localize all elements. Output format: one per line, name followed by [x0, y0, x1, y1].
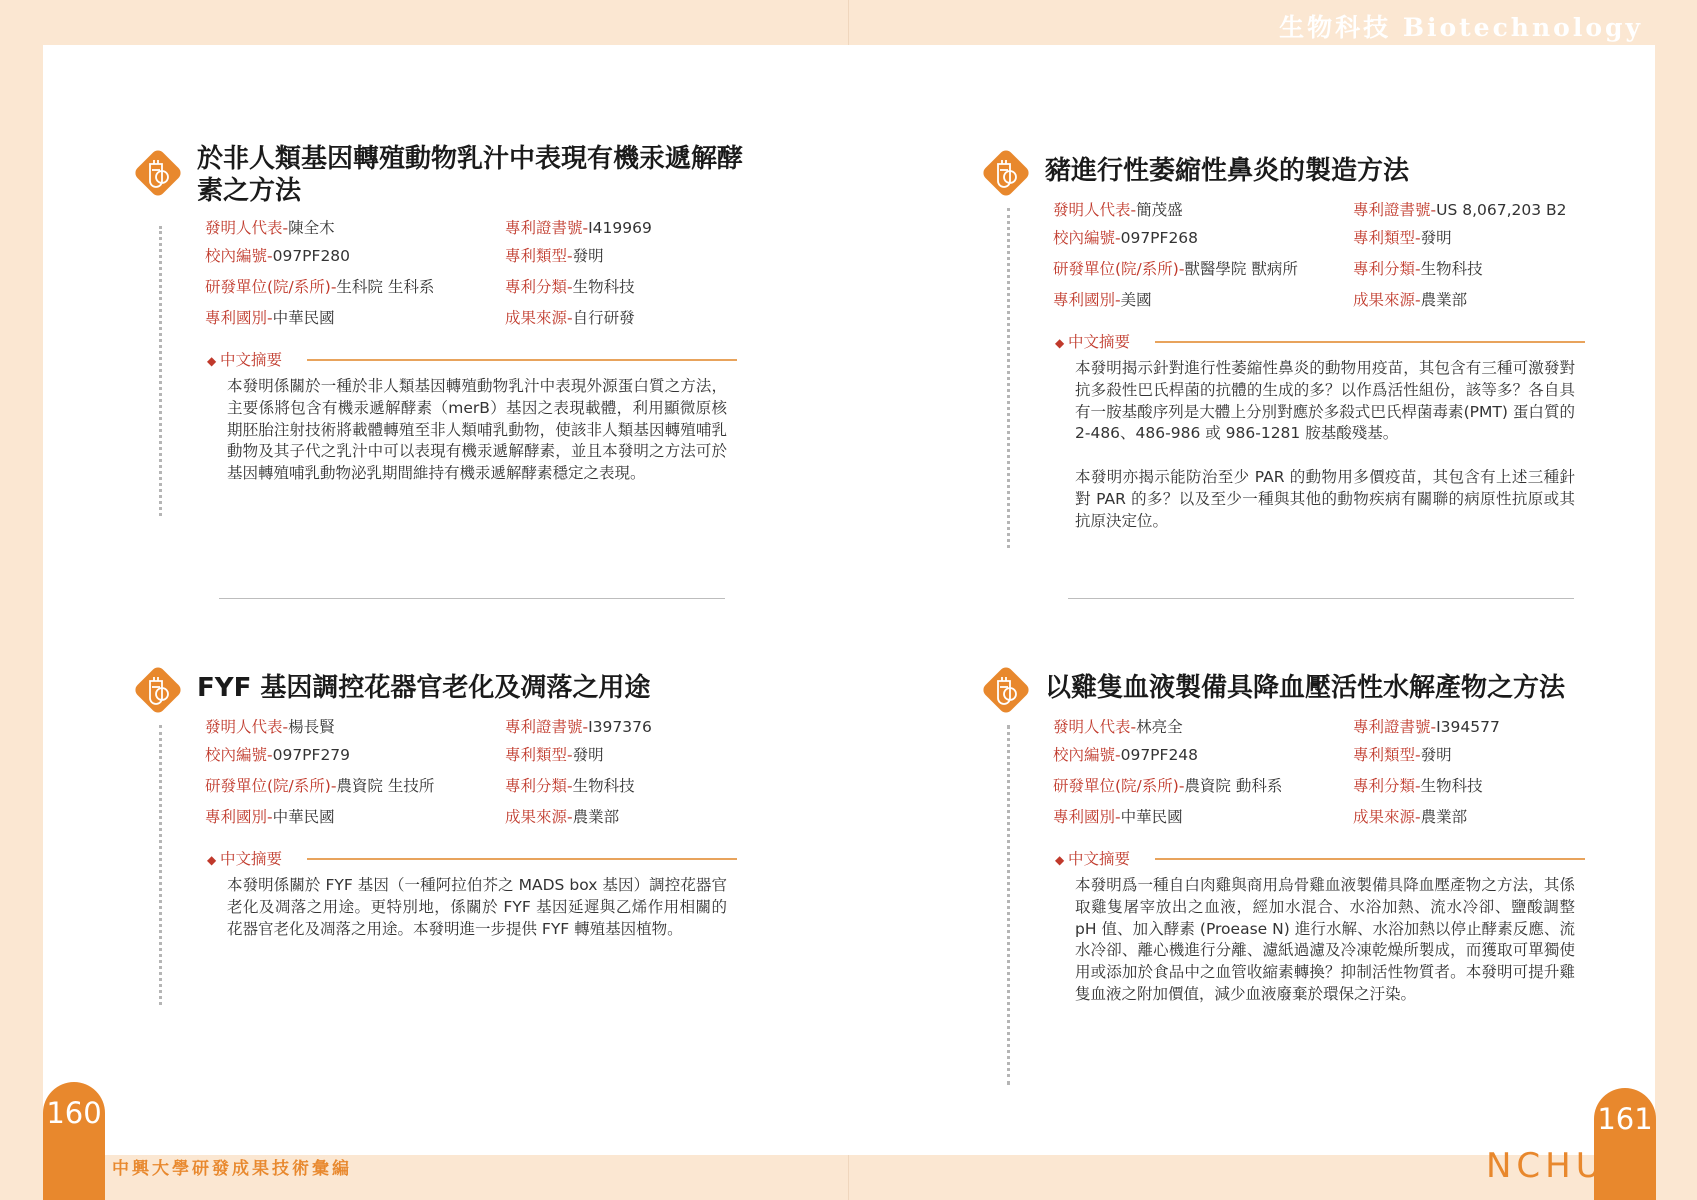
- page-number-right: 161: [1597, 1102, 1653, 1136]
- summary-label: 中文摘要: [1068, 333, 1131, 351]
- meta-code: [205, 743, 350, 765]
- page-number-left: 160: [46, 1096, 102, 1130]
- meta-value: 林亮全: [1136, 718, 1183, 736]
- meta-category: [1353, 774, 1483, 796]
- summary-paragraph: 本發明亦揭示能防治至少 PAR 的動物用多價疫苗，其包含有上述三種針對 PAR 的多？以及至少一種與其他的動物疾病有關聯的病原性抗原或其抗原決定位。: [1075, 468, 1575, 530]
- separator-left: [219, 598, 725, 599]
- footer-university-title: 中興大學研發成果技術彙編: [112, 1159, 352, 1179]
- meta-inventor: [205, 216, 335, 238]
- meta-label: 校內編號-: [1053, 746, 1121, 764]
- entry-title: 豬進行性萎縮性鼻炎的製造方法: [1045, 156, 1410, 186]
- summary-paragraph: 本發明爲一種自白肉雞與商用烏骨雞血液製備具降血壓產物之方法，其係取雞隻屠宰放出之血液，經加水混合、水浴加熱、流水冷卻、鹽酸調整 pH 值、加入酵素 (Proease N) 進行水解、水浴加熱以停止酵素反應、流水冷卻、離心機進行分離、濾紙過濾及冷凍乾燥所製成，而獲取可單獨使用或添加於食品中之血管收縮素轉換？抑制活性物質者。本發明可提升雞隻血液之附加價值，減少血液廢棄於環保之汙染。: [1075, 876, 1575, 1003]
- meta-label: 專利類型-: [505, 746, 573, 764]
- meta-unit: [1053, 257, 1298, 279]
- page-number-tab-left: [43, 1082, 105, 1200]
- meta-value: 生科院 生科系: [336, 278, 435, 296]
- meta-label: 成果來源-: [1353, 291, 1421, 309]
- meta-label: 專利國別-: [1053, 808, 1121, 826]
- diamond-bullet-icon: ◆: [1055, 336, 1069, 350]
- meta-value: 發明: [572, 746, 604, 764]
- meta-category: [505, 275, 635, 297]
- entry-title: 以雞隻血液製備具降血壓活性水解產物之方法: [1045, 673, 1566, 703]
- meta-patent-type: [505, 743, 604, 765]
- meta-label: 專利分類-: [505, 278, 573, 296]
- lab-flask-icon: [979, 146, 1033, 200]
- meta-value: 發明: [572, 247, 604, 265]
- meta-value: I394577: [1436, 718, 1500, 736]
- lab-flask-icon: [131, 663, 185, 717]
- meta-patent-no: [505, 216, 652, 238]
- meta-unit: [205, 275, 434, 297]
- meta-label: 研發單位(院/系所)-: [205, 278, 337, 296]
- meta-label: 專利證書號-: [505, 718, 589, 736]
- meta-patent-type: [1353, 226, 1452, 248]
- entry-title: FYF 基因調控花器官老化及凋落之用途: [197, 673, 651, 703]
- meta-value: 097PF248: [1120, 746, 1199, 764]
- footer-logo-nchu: NCHU: [1486, 1146, 1606, 1186]
- meta-label: 專利國別-: [205, 309, 273, 327]
- meta-value: 農業部: [572, 808, 620, 826]
- meta-value: 農業部: [1420, 291, 1468, 309]
- meta-value: I419969: [588, 219, 652, 237]
- meta-label: 專利分類-: [1353, 260, 1421, 278]
- entry-title: 於非人類基因轉殖動物乳汁中表現有機汞遞解酵素之方法: [197, 144, 744, 206]
- meta-patent-type: [505, 244, 604, 266]
- summary-paragraph: 本發明係關於一種於非人類基因轉殖動物乳汁中表現外源蛋白質之方法，主要係將包含有機汞遞解酵素（merB）基因之表現載體，利用顯微原核期胚胎注射技術將載體轉殖至非人類哺乳動物，使該非人類基因轉殖哺乳動物及其子代之乳汁中可以表現有機汞遞解酵素，並且本發明之方法可於基因轉殖哺乳動物泌乳期間維持有機汞遞解酵素穩定之表現。: [227, 377, 727, 483]
- meta-inventor: [1053, 198, 1183, 220]
- summary-rule: [307, 359, 737, 361]
- meta-value: 097PF280: [272, 247, 351, 265]
- meta-label: 專利證書號-: [505, 219, 589, 237]
- meta-label: 專利類型-: [1353, 746, 1421, 764]
- meta-category: [505, 774, 635, 796]
- lab-flask-icon: [131, 146, 185, 200]
- meta-label: 專利證書號-: [1353, 718, 1437, 736]
- meta-country: [205, 306, 335, 328]
- summary-heading: [1055, 847, 1130, 869]
- meta-code: [1053, 743, 1198, 765]
- summary-label: 中文摘要: [220, 351, 283, 369]
- meta-value: 生物科技: [572, 278, 635, 296]
- separator-right: [1068, 598, 1574, 599]
- summary-heading: [1055, 330, 1130, 352]
- summary-rule: [307, 858, 737, 860]
- meta-value: I397376: [588, 718, 652, 736]
- meta-label: 成果來源-: [1353, 808, 1421, 826]
- meta-value: 097PF268: [1120, 229, 1199, 247]
- meta-label: 校內編號-: [1053, 229, 1121, 247]
- meta-value: 自行研發: [572, 309, 635, 327]
- meta-label: 發明人代表-: [1053, 201, 1137, 219]
- summary-text: [1075, 875, 1575, 1028]
- meta-value: 中華民國: [272, 808, 335, 826]
- meta-value: 生物科技: [1420, 260, 1483, 278]
- dotted-rule: [1007, 208, 1010, 548]
- meta-value: 美國: [1120, 291, 1152, 309]
- meta-code: [205, 244, 350, 266]
- meta-value: 農資院 生技所: [336, 777, 435, 795]
- meta-unit: [205, 774, 434, 796]
- diamond-bullet-icon: ◆: [207, 354, 221, 368]
- summary-label: 中文摘要: [220, 850, 283, 868]
- meta-label: 專利類型-: [1353, 229, 1421, 247]
- meta-label: 成果來源-: [505, 309, 573, 327]
- meta-value: 中華民國: [1120, 808, 1183, 826]
- meta-label: 發明人代表-: [205, 718, 289, 736]
- meta-value: 097PF279: [272, 746, 351, 764]
- summary-rule: [1155, 858, 1585, 860]
- meta-value: 生物科技: [572, 777, 635, 795]
- summary-heading: [207, 847, 282, 869]
- meta-value: 發明: [1420, 229, 1452, 247]
- dotted-rule: [1007, 725, 1010, 1085]
- meta-value: 中華民國: [272, 309, 335, 327]
- meta-value: 簡茂盛: [1136, 201, 1183, 219]
- meta-label: 校內編號-: [205, 247, 273, 265]
- lab-flask-icon: [979, 663, 1033, 717]
- meta-label: 專利分類-: [505, 777, 573, 795]
- meta-value: 楊長賢: [288, 718, 335, 736]
- diamond-bullet-icon: ◆: [207, 853, 221, 867]
- meta-patent-no: [505, 715, 652, 737]
- meta-patent-no: [1353, 198, 1567, 220]
- summary-heading: [207, 348, 282, 370]
- meta-source: [505, 805, 619, 827]
- meta-patent-no: [1353, 715, 1500, 737]
- meta-source: [1353, 288, 1467, 310]
- meta-label: 研發單位(院/系所)-: [1053, 260, 1185, 278]
- meta-country: [1053, 805, 1183, 827]
- meta-country: [1053, 288, 1152, 310]
- meta-code: [1053, 226, 1198, 248]
- summary-text: [1075, 358, 1575, 555]
- summary-text: [227, 875, 727, 962]
- meta-value: 陳全木: [288, 219, 335, 237]
- summary-paragraph: 本發明揭示針對進行性萎縮性鼻炎的動物用疫苗，其包含有三種可激發對抗多殺性巴氏桿菌的抗體的生成的多？以作爲活性組份，該等多？各自具有一胺基酸序列是大體上分別對應於多殺式巴氏桿菌毒素(PMT) 蛋白質的 2-486、486-986 或 986-1281 胺基酸殘基。: [1075, 359, 1575, 443]
- meta-country: [205, 805, 335, 827]
- meta-inventor: [1053, 715, 1183, 737]
- meta-label: 發明人代表-: [205, 219, 289, 237]
- meta-label: 研發單位(院/系所)-: [1053, 777, 1185, 795]
- meta-patent-type: [1353, 743, 1452, 765]
- summary-paragraph: 本發明係關於 FYF 基因（一種阿拉伯芥之 MADS box 基因）調控花器官老化及凋落之用途。更特別地，係關於 FYF 基因延遲與乙烯作用相關的花器官老化及凋落之用途。本發明進一步提供 FYF 轉殖基因植物。: [227, 876, 727, 938]
- meta-value: 農資院 動科系: [1184, 777, 1283, 795]
- section-title: 生物科技 Biotechnology: [1279, 13, 1643, 42]
- meta-source: [505, 306, 635, 328]
- meta-source: [1353, 805, 1467, 827]
- meta-label: 成果來源-: [505, 808, 573, 826]
- summary-label: 中文摘要: [1068, 850, 1131, 868]
- dotted-rule: [159, 725, 162, 1005]
- meta-value: 發明: [1420, 746, 1452, 764]
- meta-label: 專利類型-: [505, 247, 573, 265]
- meta-value: 獸醫學院 獸病所: [1184, 260, 1298, 278]
- meta-label: 專利證書號-: [1353, 201, 1437, 219]
- dotted-rule: [159, 226, 162, 516]
- meta-value: 農業部: [1420, 808, 1468, 826]
- meta-label: 專利國別-: [205, 808, 273, 826]
- meta-value: US 8,067,203 B2: [1436, 201, 1567, 219]
- meta-label: 校內編號-: [205, 746, 273, 764]
- diamond-bullet-icon: ◆: [1055, 853, 1069, 867]
- meta-label: 研發單位(院/系所)-: [205, 777, 337, 795]
- meta-unit: [1053, 774, 1282, 796]
- meta-inventor: [205, 715, 335, 737]
- meta-label: 專利國別-: [1053, 291, 1121, 309]
- meta-value: 生物科技: [1420, 777, 1483, 795]
- meta-label: 發明人代表-: [1053, 718, 1137, 736]
- meta-label: 專利分類-: [1353, 777, 1421, 795]
- meta-category: [1353, 257, 1483, 279]
- summary-rule: [1155, 341, 1585, 343]
- summary-text: [227, 376, 727, 507]
